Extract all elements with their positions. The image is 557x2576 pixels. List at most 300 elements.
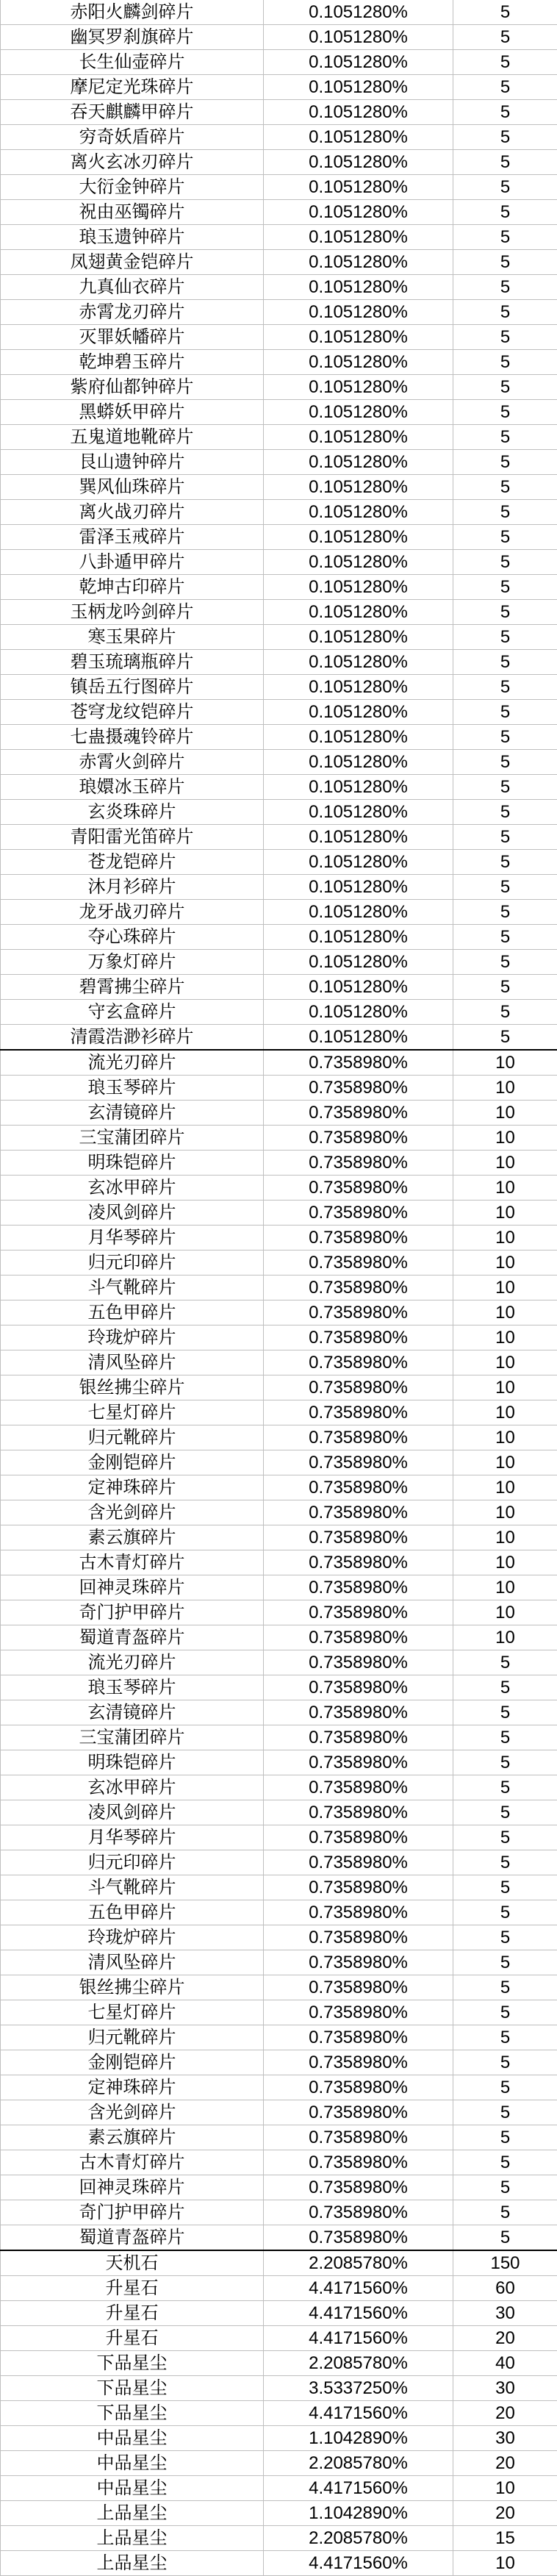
quantity-cell: 5 <box>453 1775 557 1800</box>
quantity-cell: 10 <box>453 1151 557 1176</box>
drop-rate-cell: 0.1051280% <box>264 700 453 725</box>
quantity-cell: 5 <box>453 1900 557 1925</box>
table-row <box>1 225 557 250</box>
item-name-cell: 寒玉果碎片 <box>1 625 264 650</box>
drop-rate-cell: 0.7358980% <box>264 2175 453 2200</box>
item-name-cell: 凤翅黄金铠碎片 <box>1 250 264 275</box>
quantity-cell: 5 <box>453 675 557 700</box>
quantity-cell: 5 <box>453 50 557 75</box>
table-row <box>1 725 557 750</box>
quantity-cell: 5 <box>453 1700 557 1725</box>
table-row <box>1 250 557 275</box>
drop-rate-cell: 0.1051280% <box>264 450 453 475</box>
item-name-cell: 琅嬛冰玉碎片 <box>1 775 264 800</box>
table-row <box>1 1625 557 1650</box>
table-row <box>1 825 557 850</box>
table-row <box>1 500 557 525</box>
quantity-cell: 40 <box>453 2351 557 2376</box>
drop-rate-cell: 0.1051280% <box>264 100 453 125</box>
drop-rate-cell: 0.7358980% <box>264 2000 453 2025</box>
quantity-cell: 15 <box>453 2526 557 2551</box>
drop-rate-cell: 0.1051280% <box>264 800 453 825</box>
drop-rate-cell: 0.1051280% <box>264 325 453 350</box>
drop-rate-cell: 0.1051280% <box>264 125 453 150</box>
table-row <box>1 975 557 1000</box>
drop-rate-cell: 0.1051280% <box>264 150 453 175</box>
drop-rate-cell: 0.7358980% <box>264 2050 453 2075</box>
item-name-cell: 含光剑碎片 <box>1 2100 264 2125</box>
quantity-cell: 5 <box>453 2000 557 2025</box>
table-row <box>1 1450 557 1475</box>
quantity-cell: 5 <box>453 875 557 900</box>
drop-rate-cell: 0.1051280% <box>264 575 453 600</box>
quantity-cell: 5 <box>453 175 557 200</box>
item-name-cell: 雷泽玉戒碎片 <box>1 525 264 550</box>
drop-rate-cell: 0.7358980% <box>264 1700 453 1725</box>
drop-rate-cell: 0.7358980% <box>264 2150 453 2175</box>
item-name-cell: 金刚铠碎片 <box>1 1450 264 1475</box>
drop-rate-cell: 0.7358980% <box>264 1101 453 1126</box>
quantity-cell: 5 <box>453 200 557 225</box>
item-name-cell: 镇岳五行图碎片 <box>1 675 264 700</box>
table-row <box>1 625 557 650</box>
quantity-cell: 5 <box>453 625 557 650</box>
quantity-cell: 10 <box>453 1575 557 1600</box>
drop-rate-cell: 0.7358980% <box>264 1875 453 1900</box>
item-name-cell: 五鬼道地靴碎片 <box>1 425 264 450</box>
table-row <box>1 2200 557 2225</box>
item-name-cell: 素云旗碎片 <box>1 2125 264 2150</box>
table-row <box>1 425 557 450</box>
table-row <box>1 775 557 800</box>
item-name-cell: 七蛊摄魂铃碎片 <box>1 725 264 750</box>
table-row <box>1 900 557 925</box>
table-row <box>1 200 557 225</box>
item-name-cell: 艮山遗钟碎片 <box>1 450 264 475</box>
table-row <box>1 1025 557 1051</box>
item-name-cell: 玄炎珠碎片 <box>1 800 264 825</box>
table-row <box>1 2000 557 2025</box>
drop-rate-cell: 0.1051280% <box>264 350 453 375</box>
table-row <box>1 2250 557 2276</box>
quantity-cell: 10 <box>453 1550 557 1575</box>
quantity-cell: 5 <box>453 425 557 450</box>
table-row <box>1 1425 557 1450</box>
item-name-cell: 五色甲碎片 <box>1 1300 264 1325</box>
quantity-cell: 10 <box>453 1350 557 1375</box>
table-row <box>1 375 557 400</box>
drop-rate-cell: 0.7358980% <box>264 2125 453 2150</box>
item-name-cell: 夺心珠碎片 <box>1 925 264 950</box>
drop-rate-cell: 0.1051280% <box>264 675 453 700</box>
drop-rate-cell: 0.7358980% <box>264 1276 453 1300</box>
item-name-cell: 青阳雷光笛碎片 <box>1 825 264 850</box>
drop-rate-cell: 0.7358980% <box>264 1825 453 1850</box>
item-name-cell: 琅玉琴碎片 <box>1 1076 264 1101</box>
item-name-cell: 玄清镜碎片 <box>1 1700 264 1725</box>
quantity-cell: 5 <box>453 1975 557 2000</box>
table-row <box>1 2301 557 2326</box>
drop-rate-cell: 0.1051280% <box>264 775 453 800</box>
quantity-cell: 5 <box>453 2025 557 2050</box>
drop-rate-cell: 0.7358980% <box>264 2225 453 2251</box>
quantity-cell: 30 <box>453 2301 557 2326</box>
table-row <box>1 925 557 950</box>
drop-rate-cell: 0.7358980% <box>264 2075 453 2100</box>
item-name-cell: 苍龙铠碎片 <box>1 850 264 875</box>
quantity-cell: 5 <box>453 525 557 550</box>
drop-rate-cell: 0.1051280% <box>264 825 453 850</box>
quantity-cell: 10 <box>453 1201 557 1226</box>
quantity-cell: 5 <box>453 2125 557 2150</box>
drop-rate-cell: 0.1051280% <box>264 625 453 650</box>
quantity-cell: 10 <box>453 1400 557 1425</box>
table-row <box>1 2075 557 2100</box>
drop-rate-cell: 0.7358980% <box>264 1076 453 1101</box>
table-row <box>1 325 557 350</box>
table-row <box>1 750 557 775</box>
table-row <box>1 1825 557 1850</box>
table-row <box>1 2476 557 2501</box>
drop-rate-cell: 0.1051280% <box>264 950 453 975</box>
table-row <box>1 2351 557 2376</box>
drop-rate-cell: 0.1051280% <box>264 850 453 875</box>
table-row <box>1 350 557 375</box>
drop-rate-cell: 0.1051280% <box>264 175 453 200</box>
table-row <box>1 600 557 625</box>
item-name-cell: 奇门护甲碎片 <box>1 2200 264 2225</box>
table-row <box>1 1076 557 1101</box>
item-name-cell: 离火玄冰刃碎片 <box>1 150 264 175</box>
drop-rate-cell: 0.1051280% <box>264 75 453 100</box>
item-name-cell: 蜀道青盔碎片 <box>1 1625 264 1650</box>
table-row <box>1 1700 557 1725</box>
quantity-cell: 10 <box>453 1375 557 1400</box>
drop-rate-cell: 4.4171560% <box>264 2476 453 2501</box>
item-name-cell: 中品星尘 <box>1 2476 264 2501</box>
drop-rate-cell: 0.1051280% <box>264 975 453 1000</box>
drop-rate-cell: 0.7358980% <box>264 1950 453 1975</box>
table-row <box>1 700 557 725</box>
quantity-cell: 5 <box>453 1650 557 1675</box>
quantity-cell: 5 <box>453 1825 557 1850</box>
item-name-cell: 七星灯碎片 <box>1 1400 264 1425</box>
item-name-cell: 升星石 <box>1 2276 264 2301</box>
drop-rate-cell: 2.2085780% <box>264 2451 453 2476</box>
table-row <box>1 1226 557 1251</box>
item-name-cell: 凌风剑碎片 <box>1 1800 264 1825</box>
item-name-cell: 五色甲碎片 <box>1 1900 264 1925</box>
item-name-cell: 紫府仙都钟碎片 <box>1 375 264 400</box>
quantity-cell: 5 <box>453 1025 557 1051</box>
quantity-cell: 5 <box>453 1950 557 1975</box>
table-row <box>1 950 557 975</box>
drop-rate-cell: 0.1051280% <box>264 725 453 750</box>
drop-rate-cell: 0.1051280% <box>264 225 453 250</box>
item-name-cell: 上品星尘 <box>1 2551 264 2576</box>
item-name-cell: 穷奇妖盾碎片 <box>1 125 264 150</box>
table-row <box>1 1251 557 1276</box>
drop-rate-cell: 0.1051280% <box>264 0 453 25</box>
quantity-cell: 10 <box>453 1600 557 1625</box>
table-row <box>1 2526 557 2551</box>
item-name-cell: 斗气靴碎片 <box>1 1875 264 1900</box>
item-name-cell: 定神珠碎片 <box>1 2075 264 2100</box>
item-name-cell: 归元印碎片 <box>1 1850 264 1875</box>
drop-rate-cell: 0.1051280% <box>264 875 453 900</box>
item-name-cell: 黑蟒妖甲碎片 <box>1 400 264 425</box>
item-name-cell: 月华琴碎片 <box>1 1825 264 1850</box>
drop-rate-cell: 2.2085780% <box>264 2351 453 2376</box>
quantity-cell: 150 <box>453 2250 557 2276</box>
item-name-cell: 中品星尘 <box>1 2451 264 2476</box>
item-name-cell: 巽风仙珠碎片 <box>1 475 264 500</box>
drop-rate-cell: 0.1051280% <box>264 400 453 425</box>
item-name-cell: 蜀道青盔碎片 <box>1 2225 264 2251</box>
quantity-cell: 5 <box>453 450 557 475</box>
item-name-cell: 玉柄龙吟剑碎片 <box>1 600 264 625</box>
quantity-cell: 20 <box>453 2326 557 2351</box>
table-row <box>1 2551 557 2576</box>
table-row <box>1 2175 557 2200</box>
table-row <box>1 2225 557 2251</box>
quantity-cell: 5 <box>453 0 557 25</box>
drop-rate-cell: 0.7358980% <box>264 1575 453 1600</box>
item-name-cell: 上品星尘 <box>1 2501 264 2526</box>
item-name-cell: 幽冥罗刹旗碎片 <box>1 25 264 50</box>
item-name-cell: 大衍金钟碎片 <box>1 175 264 200</box>
drop-rate-cell: 0.7358980% <box>264 2200 453 2225</box>
table-row <box>1 875 557 900</box>
table-row <box>1 150 557 175</box>
item-name-cell: 沐月衫碎片 <box>1 875 264 900</box>
drop-rate-cell: 0.7358980% <box>264 1625 453 1650</box>
drop-rate-cell: 0.7358980% <box>264 1650 453 1675</box>
item-name-cell: 升星石 <box>1 2301 264 2326</box>
item-name-cell: 银丝拂尘碎片 <box>1 1375 264 1400</box>
item-name-cell: 碧玉琉璃瓶碎片 <box>1 650 264 675</box>
item-name-cell: 月华琴碎片 <box>1 1226 264 1251</box>
drop-rate-cell: 0.7358980% <box>264 1925 453 1950</box>
quantity-cell: 5 <box>453 475 557 500</box>
drop-rate-cell: 0.7358980% <box>264 1450 453 1475</box>
table-row <box>1 2150 557 2175</box>
table-row <box>1 1650 557 1675</box>
item-name-cell: 离火战刃碎片 <box>1 500 264 525</box>
quantity-cell: 10 <box>453 1525 557 1550</box>
quantity-cell: 5 <box>453 1675 557 1700</box>
drop-rate-cell: 0.7358980% <box>264 1151 453 1176</box>
table-row <box>1 100 557 125</box>
drop-rate-cell: 0.1051280% <box>264 750 453 775</box>
table-row <box>1 2326 557 2351</box>
item-name-cell: 赤霄火剑碎片 <box>1 750 264 775</box>
item-name-cell: 清霞浩渺衫碎片 <box>1 1025 264 1051</box>
quantity-cell: 10 <box>453 1425 557 1450</box>
quantity-cell: 5 <box>453 2150 557 2175</box>
table-row <box>1 0 557 25</box>
item-name-cell: 归元靴碎片 <box>1 1425 264 1450</box>
table-row <box>1 650 557 675</box>
item-name-cell: 金刚铠碎片 <box>1 2050 264 2075</box>
drop-rate-cell: 0.7358980% <box>264 1226 453 1251</box>
table-row <box>1 1600 557 1625</box>
table-row <box>1 1000 557 1025</box>
item-name-cell: 流光刃碎片 <box>1 1050 264 1076</box>
quantity-cell: 5 <box>453 550 557 575</box>
table-row <box>1 2125 557 2150</box>
table-row <box>1 575 557 600</box>
item-name-cell: 长生仙壶碎片 <box>1 50 264 75</box>
table-row <box>1 1500 557 1525</box>
table-row <box>1 1325 557 1350</box>
drop-rate-cell: 4.4171560% <box>264 2301 453 2326</box>
drop-rate-cell: 2.2085780% <box>264 2250 453 2276</box>
quantity-cell: 5 <box>453 300 557 325</box>
drop-rate-cell: 2.2085780% <box>264 2526 453 2551</box>
table-row <box>1 75 557 100</box>
table-row <box>1 525 557 550</box>
table-row <box>1 450 557 475</box>
table-row <box>1 1400 557 1425</box>
drop-rate-cell: 0.7358980% <box>264 2025 453 2050</box>
table-row <box>1 50 557 75</box>
drop-rate-cell: 1.1042890% <box>264 2501 453 2526</box>
table-row <box>1 175 557 200</box>
item-name-cell: 九真仙衣碎片 <box>1 275 264 300</box>
table-row <box>1 1900 557 1925</box>
drop-rate-cell: 0.7358980% <box>264 1425 453 1450</box>
table-row <box>1 275 557 300</box>
table-row <box>1 2376 557 2401</box>
drop-rate-cell: 0.1051280% <box>264 550 453 575</box>
drop-rate-cell: 0.1051280% <box>264 475 453 500</box>
item-name-cell: 玄清镜碎片 <box>1 1101 264 1126</box>
table-row <box>1 1375 557 1400</box>
table-row <box>1 1950 557 1975</box>
quantity-cell: 5 <box>453 575 557 600</box>
table-row <box>1 2401 557 2426</box>
item-name-cell: 升星石 <box>1 2326 264 2351</box>
drop-rate-cell: 0.7358980% <box>264 1500 453 1525</box>
quantity-cell: 10 <box>453 1450 557 1475</box>
quantity-cell: 10 <box>453 1050 557 1076</box>
quantity-cell: 5 <box>453 100 557 125</box>
drop-rate-cell: 3.5337250% <box>264 2376 453 2401</box>
item-name-cell: 含光剑碎片 <box>1 1500 264 1525</box>
drop-rate-cell: 0.7358980% <box>264 1251 453 1276</box>
item-name-cell: 清风坠碎片 <box>1 1350 264 1375</box>
drop-rate-cell: 0.1051280% <box>264 50 453 75</box>
quantity-cell: 5 <box>453 950 557 975</box>
table-body <box>1 0 557 2576</box>
quantity-cell: 5 <box>453 250 557 275</box>
quantity-cell: 5 <box>453 400 557 425</box>
item-name-cell: 古木青灯碎片 <box>1 2150 264 2175</box>
table-row <box>1 1176 557 1201</box>
table-row <box>1 2100 557 2125</box>
quantity-cell: 30 <box>453 2376 557 2401</box>
item-name-cell: 凌风剑碎片 <box>1 1201 264 1226</box>
item-name-cell: 玲珑炉碎片 <box>1 1325 264 1350</box>
item-name-cell: 回神灵珠碎片 <box>1 2175 264 2200</box>
item-name-cell: 玄冰甲碎片 <box>1 1775 264 1800</box>
item-name-cell: 玲珑炉碎片 <box>1 1925 264 1950</box>
quantity-cell: 10 <box>453 1500 557 1525</box>
item-name-cell: 乾坤碧玉碎片 <box>1 350 264 375</box>
drop-rate-cell: 0.7358980% <box>264 1400 453 1425</box>
table-row <box>1 1525 557 1550</box>
quantity-cell: 5 <box>453 2175 557 2200</box>
table-row <box>1 1725 557 1750</box>
table-row <box>1 475 557 500</box>
quantity-cell: 5 <box>453 125 557 150</box>
quantity-cell: 10 <box>453 1325 557 1350</box>
item-name-cell: 归元印碎片 <box>1 1251 264 1276</box>
drop-rate-cell: 0.1051280% <box>264 1000 453 1025</box>
quantity-cell: 5 <box>453 325 557 350</box>
quantity-cell: 5 <box>453 2200 557 2225</box>
table-row <box>1 1300 557 1325</box>
drop-rate-cell: 0.7358980% <box>264 1325 453 1350</box>
quantity-cell: 10 <box>453 2476 557 2501</box>
table-row <box>1 2426 557 2451</box>
drop-rate-cell: 0.7358980% <box>264 1050 453 1076</box>
item-name-cell: 素云旗碎片 <box>1 1525 264 1550</box>
quantity-cell: 5 <box>453 1850 557 1875</box>
table-row <box>1 2501 557 2526</box>
item-name-cell: 中品星尘 <box>1 2426 264 2451</box>
quantity-cell: 5 <box>453 800 557 825</box>
item-name-cell: 银丝拂尘碎片 <box>1 1975 264 2000</box>
quantity-cell: 5 <box>453 1800 557 1825</box>
item-name-cell: 明珠铠碎片 <box>1 1151 264 1176</box>
drop-rate-cell: 0.7358980% <box>264 1975 453 2000</box>
quantity-cell: 5 <box>453 1925 557 1950</box>
drop-rate-cell: 0.7358980% <box>264 1475 453 1500</box>
item-name-cell: 琅玉遗钟碎片 <box>1 225 264 250</box>
table-row <box>1 1050 557 1076</box>
table-row <box>1 25 557 50</box>
quantity-cell: 10 <box>453 1176 557 1201</box>
quantity-cell: 5 <box>453 350 557 375</box>
item-name-cell: 明珠铠碎片 <box>1 1750 264 1775</box>
quantity-cell: 10 <box>453 2551 557 2576</box>
table-row <box>1 1350 557 1375</box>
table-row <box>1 400 557 425</box>
item-name-cell: 祝由巫镯碎片 <box>1 200 264 225</box>
quantity-cell: 10 <box>453 1226 557 1251</box>
drop-rate-cell: 0.1051280% <box>264 275 453 300</box>
quantity-cell: 5 <box>453 600 557 625</box>
item-name-cell: 玄冰甲碎片 <box>1 1176 264 1201</box>
quantity-cell: 5 <box>453 850 557 875</box>
quantity-cell: 5 <box>453 1000 557 1025</box>
table-row <box>1 1775 557 1800</box>
table-row <box>1 1975 557 2000</box>
drop-rate-cell: 0.7358980% <box>264 1550 453 1575</box>
quantity-cell: 5 <box>453 2050 557 2075</box>
table-row <box>1 1151 557 1176</box>
item-name-cell: 回神灵珠碎片 <box>1 1575 264 1600</box>
table-row <box>1 1800 557 1825</box>
drop-rate-cell: 4.4171560% <box>264 2276 453 2301</box>
table-row <box>1 1750 557 1775</box>
quantity-cell: 10 <box>453 1126 557 1151</box>
drop-rate-cell: 0.7358980% <box>264 1850 453 1875</box>
quantity-cell: 5 <box>453 2100 557 2125</box>
table-row <box>1 1276 557 1300</box>
